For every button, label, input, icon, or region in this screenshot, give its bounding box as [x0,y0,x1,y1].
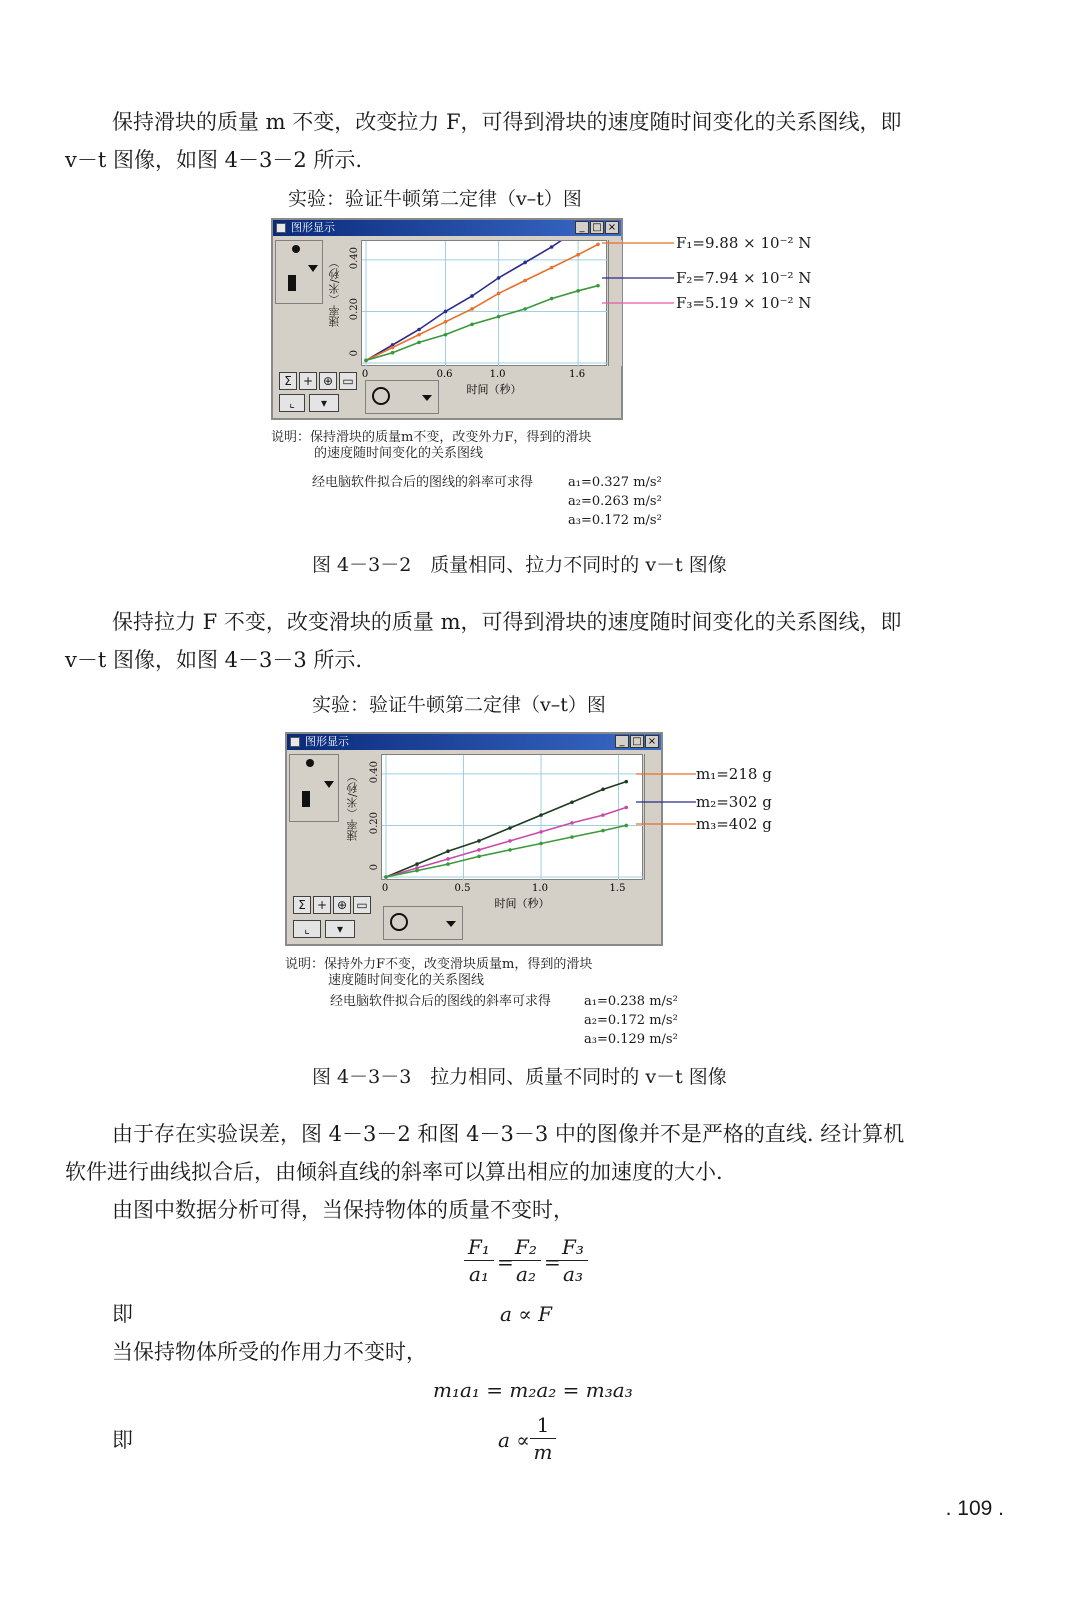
sigma-tool-button[interactable]: Σ [293,896,311,914]
eq1-frac1 [464,1234,494,1287]
y-tick-label: 0.20 [369,812,380,835]
text3-line1: 由于存在实验误差，图 4－3－2 和图 4－3－3 中的图像并不是严格的直线. 经计算机 [112,1122,905,1146]
maximize-button[interactable]: □ [590,221,604,234]
data-point-series-3 [417,341,421,345]
sensor-dot-icon [306,759,314,767]
fig2-chart-svg [382,755,644,881]
data-point-series-3 [444,333,448,337]
fig2-fit-text: 经电脑软件拟合后的图线的斜率可求得 [330,994,552,1009]
x-axis-label: 时间（秒） [466,383,522,396]
data-point-series-1 [446,849,450,853]
eq1-num3: F₃ [558,1234,588,1261]
data-point-series-2 [523,279,527,283]
zoom-tool-button[interactable]: ⊕ [333,896,351,914]
eq4-den: m [533,1440,553,1464]
eq4-frac [530,1412,556,1465]
fig2-titlebar [287,734,661,750]
data-point-series-3 [446,862,450,866]
fig1-fit-a1: a₁=0.327 m/s² [568,475,662,490]
line-force: 当保持物体所受的作用力不变时， [112,1340,427,1364]
eq1-num1: F₁ [464,1234,494,1261]
fig1-annotation-f2: F₂=7.94 × 10⁻² N [676,269,812,287]
fig1-window-title: 图形显示 [291,221,335,234]
fig2-note-line2: 速度随时间变化的关系图线 [328,973,485,988]
data-point-series-2 [391,346,395,350]
data-point-series-1 [539,813,543,817]
eq1-sep2: = [544,1250,561,1274]
window-tool-button[interactable]: ▭ [353,896,371,914]
fig2-window [285,732,663,946]
eq1-frac3 [558,1234,588,1287]
fig2-annotation-m2: m₂=302 g [696,793,772,811]
series-line-1 [386,782,626,877]
fig2-window-title: 图形显示 [305,735,349,748]
data-point-series-2 [570,821,574,825]
data-point-series-3 [570,835,574,839]
fig1-y-axis-label: 速率（米/秒） [328,257,341,327]
data-point-series-1 [477,839,481,843]
close-button[interactable]: × [605,221,619,234]
graph-type-button[interactable]: ⌞ [293,920,321,938]
ji-label-2: 即 [112,1428,133,1452]
eq1-frac2 [511,1234,541,1287]
chevron-down-icon [422,395,432,401]
y-tick-label: 0 [349,350,360,357]
data-point-series-3 [470,323,474,327]
data-point-series-2 [497,292,501,296]
fig2-fit-a3: a₃=0.129 m/s² [584,1032,678,1047]
eq2: a ∝ F [500,1302,553,1326]
data-point-series-3 [364,359,368,363]
data-point-series-2 [601,813,605,817]
eq4-lhs: a ∝ [498,1428,530,1452]
chevron-down-icon[interactable] [324,781,334,788]
data-point-series-1 [508,826,512,830]
x-tick-label: 0.5 [454,883,471,894]
fig2-y-axis-label: 速率（米/秒） [346,771,359,841]
graph-type-button[interactable]: ⌞ [279,394,305,412]
data-point-series-3 [601,829,605,833]
para1-line1: 保持滑块的质量 m 不变，改变拉力 F，可得到滑块的速度随时间变化的关系图线，即 [112,110,902,134]
x-tick-label: 1.0 [532,883,548,894]
fig2-leader-lines [628,764,698,834]
fig2-timer-dropdown[interactable] [383,906,463,940]
data-point-series-3 [508,848,512,852]
fig2-sensor-panel[interactable] [289,754,339,822]
fig1-fit-text: 经电脑软件拟合后的图线的斜率可求得 [312,475,534,490]
fig1-annotation-f1: F₁=9.88 × 10⁻² N [676,234,812,252]
x-tick-label: 1.0 [489,369,506,380]
fig1-timer-dropdown[interactable] [365,380,439,414]
data-point-series-3 [391,351,395,355]
stopwatch-icon [372,387,390,405]
data-point-series-2 [446,857,450,861]
eq1-den2: a₂ [516,1262,536,1286]
window-icon [276,223,286,233]
data-point-series-1 [444,310,448,314]
fig1-sensor-panel[interactable] [275,240,323,304]
data-point-series-3 [550,297,554,301]
series-line-3 [386,825,626,877]
zoom-tool-button[interactable]: ⊕ [319,372,337,390]
fig1-annotation-f3: F₃=5.19 × 10⁻² N [676,294,812,312]
data-point-series-1 [415,862,419,866]
para2-line2: v－t 图像，如图 4－3－3 所示. [65,648,363,672]
page-number: . 109 . [945,1497,1004,1520]
x-tick-label: 1.5 [609,883,626,894]
x-tick-label: 0 [361,369,369,380]
y-tick-label: 0.20 [349,298,360,321]
stopwatch-icon [390,913,408,931]
sensor-device-icon [288,275,296,291]
y-tick-label: 0.40 [349,246,360,270]
eq3: m₁a₁ = m₂a₂ = m₃a₃ [433,1378,633,1402]
fig2-annotation-m1: m₁=218 g [696,765,772,783]
sensor-device-icon [302,791,310,807]
data-point-series-2 [508,839,512,843]
fig2-fit-a1: a₁=0.238 m/s² [584,994,678,1009]
x-axis-label: 时间（秒） [494,897,550,910]
close-button[interactable]: × [645,735,659,748]
data-point-series-2 [539,830,543,834]
y-tick-label: 0 [369,864,380,871]
data-point-series-2 [470,307,474,311]
data-point-series-2 [444,320,448,324]
eq1-den3: a₃ [563,1262,583,1286]
x-tick-label: 0 [381,883,389,894]
data-point-series-2 [477,848,481,852]
fig2-note-line1: 说明：保持外力F不变，改变滑块质量m，得到的滑块 [285,957,593,972]
eq1-num2: F₂ [511,1234,541,1261]
fig2-plot-area [381,754,643,880]
data-point-series-3 [523,307,527,311]
series-line-2 [386,807,626,877]
crosshair-tool-button[interactable]: + [299,372,317,390]
chevron-down-icon [446,921,456,927]
options-dropdown[interactable]: ▾ [325,920,355,938]
x-tick-label: 0.6 [436,369,453,380]
minimize-button[interactable]: _ [615,735,629,748]
crosshair-tool-button[interactable]: + [313,896,331,914]
text3-line3: 由图中数据分析可得，当保持物体的质量不变时， [112,1198,574,1222]
fig2-annotation-m3: m₃=402 g [696,815,772,833]
minimize-button[interactable]: _ [575,221,589,234]
data-point-series-1 [417,328,421,332]
options-dropdown[interactable]: ▾ [309,394,339,412]
window-tool-button[interactable]: ▭ [339,372,357,390]
eq4-num: 1 [530,1412,556,1439]
fig1-fit-a3: a₃=0.172 m/s² [568,513,662,528]
x-tick-label: 1.6 [569,369,586,380]
fig1-note-line2: 的速度随时间变化的关系图线 [314,446,484,461]
fig2-caption: 图 4－3－3 拉力相同、质量不同时的 v－t 图像 [312,1066,727,1088]
data-point-series-2 [417,333,421,337]
ji-label-1: 即 [112,1302,133,1326]
fig1-note-line1: 说明：保持滑块的质量m不变，改变外力F，得到的滑块 [271,430,592,445]
para2-line1: 保持拉力 F 不变，改变滑块的质量 m，可得到滑块的速度随时间变化的关系图线，即 [112,610,902,634]
data-point-series-3 [477,855,481,859]
data-point-series-3 [497,315,501,319]
fig2-title: 实验：验证牛顿第二定律（v–t）图 [312,694,606,716]
fig1-leader-lines [560,230,680,310]
fig1-title: 实验：验证牛顿第二定律（v–t）图 [288,188,582,210]
y-tick-label: 0.40 [369,760,380,784]
sensor-dot-icon [292,245,300,253]
eq1-sep1: = [497,1250,514,1274]
data-point-series-1 [523,261,527,265]
data-point-series-1 [497,276,501,280]
para1-line2: v－t 图像，如图 4－3－2 所示. [65,148,363,172]
sigma-tool-button[interactable]: Σ [279,372,297,390]
text3-line2: 软件进行曲线拟合后，由倾斜直线的斜率可以算出相应的加速度的大小. [65,1160,723,1184]
data-point-series-1 [550,245,554,249]
data-point-series-1 [570,800,574,804]
data-point-series-1 [601,788,605,792]
eq1-den1: a₁ [469,1262,489,1286]
window-icon [290,737,300,747]
fig1-fit-a2: a₂=0.263 m/s² [568,494,662,509]
data-point-series-3 [539,842,543,846]
data-point-series-3 [384,875,388,879]
data-point-series-3 [415,869,419,873]
maximize-button[interactable]: □ [630,735,644,748]
data-point-series-1 [470,294,474,298]
chevron-down-icon[interactable] [308,265,318,272]
fig1-caption: 图 4－3－2 质量相同、拉力不同时的 v－t 图像 [312,554,727,576]
fig2-fit-a2: a₂=0.172 m/s² [584,1013,678,1028]
data-point-series-2 [550,266,554,270]
